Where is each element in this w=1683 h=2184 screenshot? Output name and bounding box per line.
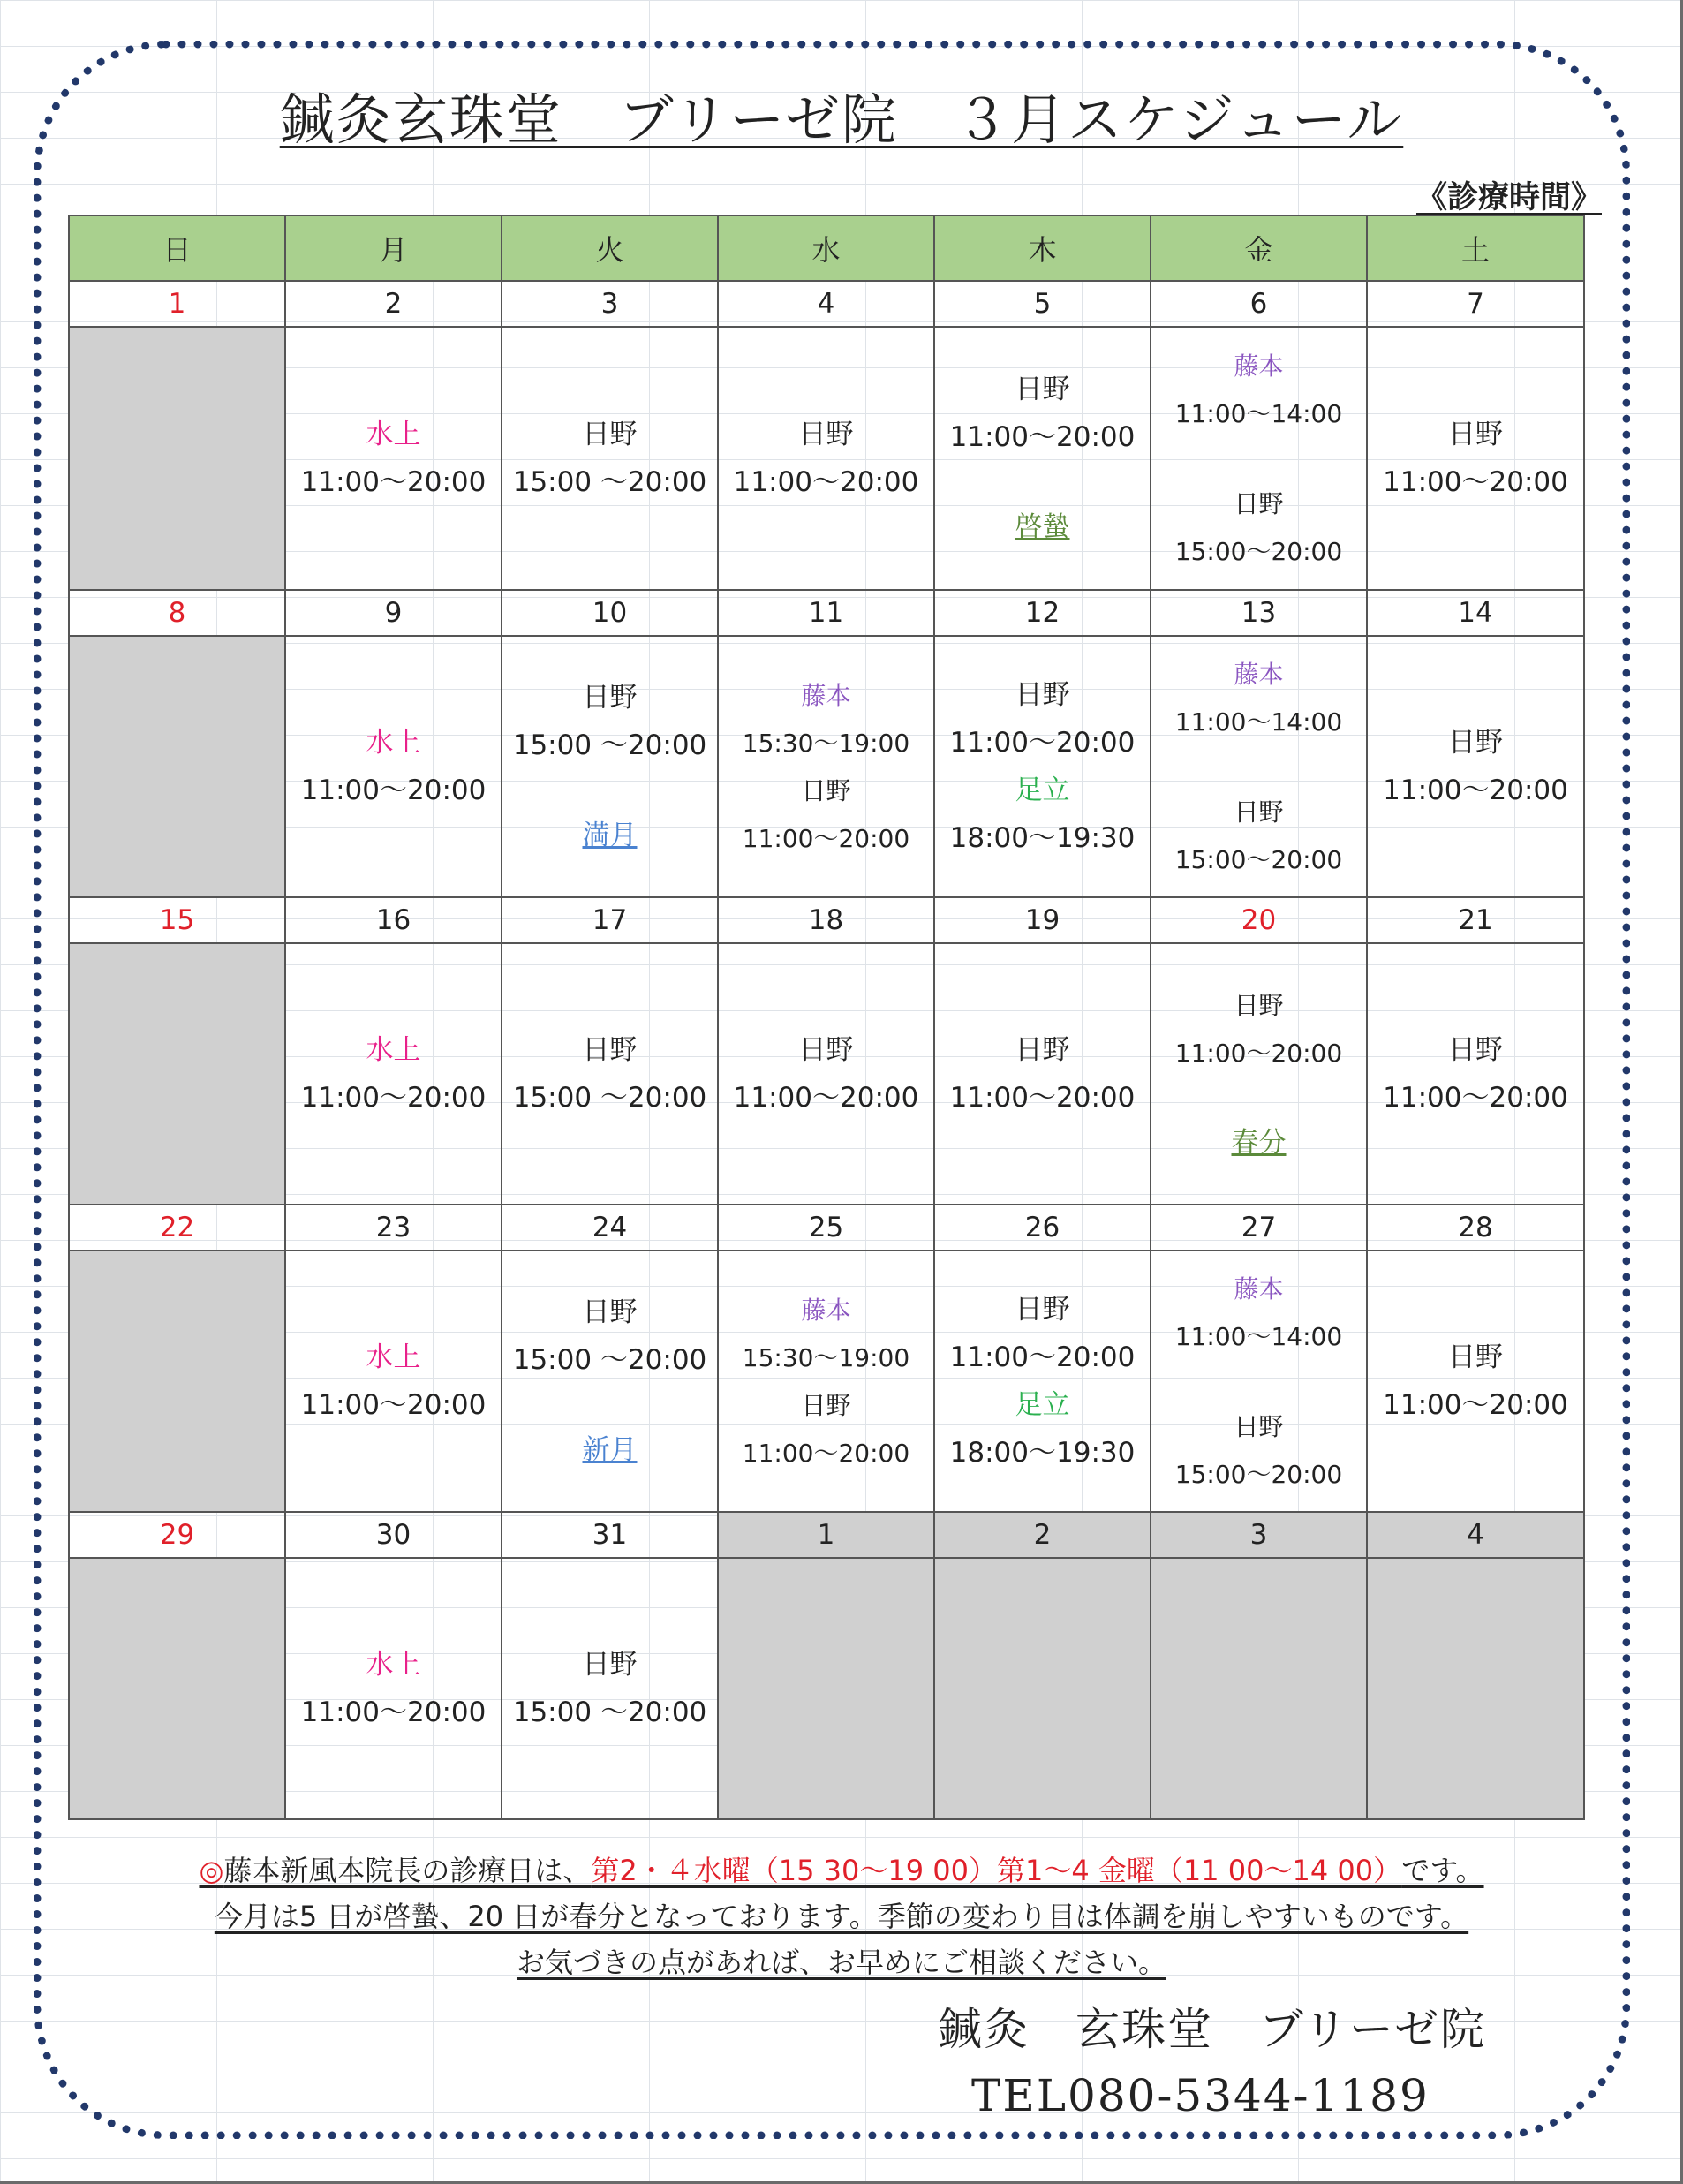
schedule-row	[69, 943, 1584, 1205]
schedule-entry: 15:00 ～20:00	[512, 1697, 707, 1728]
date-cell: 22	[69, 1205, 285, 1251]
schedule-entry: 11:00～20:00	[733, 466, 919, 498]
date-cell: 24	[502, 1205, 718, 1251]
schedule-cell	[718, 327, 934, 590]
schedule-cell	[285, 1251, 502, 1512]
schedule-entry: 藤本	[801, 681, 851, 710]
schedule-entry: 11:00～20:00	[949, 1341, 1136, 1373]
schedule-entry: 日野	[801, 1391, 851, 1420]
date-cell: 12	[934, 590, 1151, 636]
date-cell: 25	[718, 1205, 934, 1251]
spacer	[502, 769, 717, 812]
schedule-entry: 日野	[1015, 1034, 1070, 1066]
schedule-entry: 日野	[582, 1296, 638, 1328]
date-cell: 1	[718, 1512, 934, 1558]
schedule-entry: 足立	[1015, 1389, 1070, 1421]
schedule-entry: 15:00 ～20:00	[512, 1344, 707, 1376]
schedule-entry: 水上	[366, 1034, 421, 1066]
schedule-entry: 15:00～20:00	[1174, 1460, 1343, 1489]
schedule-entry: 水上	[366, 419, 421, 450]
date-row	[69, 1205, 1584, 1251]
note-1c: です。	[1401, 1854, 1484, 1887]
note-2-text: 今月は5 日が啓蟄、20 日が春分となっております。季節の変わり目は体調を崩しやすいものです。	[214, 1900, 1469, 1933]
spacer	[1151, 1077, 1366, 1119]
note-line-2	[0, 1893, 1683, 1939]
schedule-cell	[285, 327, 502, 590]
schedule-cell	[1367, 1251, 1584, 1512]
weekday-header: 木	[934, 215, 1151, 281]
schedule-cell	[69, 1251, 285, 1512]
note-1b: 第2・４水曜（15 30～19 00）第1～4 金曜（11 00～14 00）	[591, 1854, 1402, 1887]
weekday-header: 月	[285, 215, 502, 281]
schedule-cell	[1151, 1558, 1367, 1819]
schedule-entry: 15:30～19:00	[742, 1343, 910, 1372]
schedule-cell	[1151, 327, 1367, 590]
weekday-header: 火	[502, 215, 718, 281]
date-cell: 20	[1151, 897, 1367, 943]
schedule-entry: 水上	[366, 1341, 421, 1373]
schedule-entry: 11:00～20:00	[1383, 1389, 1568, 1421]
schedule-cell	[1151, 943, 1367, 1205]
schedule-cell	[934, 327, 1151, 590]
schedule-entry: 11:00～20:00	[1383, 466, 1568, 498]
schedule-entry: 11:00～20:00	[1174, 1039, 1343, 1068]
schedule-entry: 11:00～20:00	[300, 1389, 487, 1421]
schedule-cell	[1151, 636, 1367, 897]
hours-label: 《診療時間》	[1415, 180, 1602, 215]
notes	[0, 1848, 1683, 1985]
schedule-row	[69, 1558, 1584, 1819]
date-cell: 19	[934, 897, 1151, 943]
spacer	[1151, 1360, 1366, 1402]
date-cell: 11	[718, 590, 934, 636]
schedule-entry: 日野	[798, 1034, 854, 1066]
weekday-header: 金	[1151, 215, 1367, 281]
schedule-entry: 11:00～20:00	[733, 1082, 919, 1114]
date-cell: 3	[502, 281, 718, 327]
schedule-cell	[934, 1251, 1151, 1512]
schedule-cell	[1151, 1251, 1367, 1512]
date-cell: 14	[1367, 590, 1584, 636]
spacer	[1151, 437, 1366, 480]
weekday-header: 水	[718, 215, 934, 281]
clinic-signature: 鍼灸 玄珠堂 ブリーゼ院	[938, 2004, 1486, 2055]
schedule-entry: 18:00～19:30	[949, 1437, 1136, 1469]
date-cell: 17	[502, 897, 718, 943]
schedule-cell	[69, 327, 285, 590]
schedule-entry: 日野	[1015, 374, 1070, 405]
date-cell: 16	[285, 897, 502, 943]
schedule-cell	[1367, 327, 1584, 590]
schedule-cell	[1367, 943, 1584, 1205]
weekday-header-row	[69, 215, 1584, 281]
schedule-entry: 18:00～19:30	[949, 822, 1136, 854]
schedule-cell	[502, 943, 718, 1205]
date-cell: 7	[1367, 281, 1584, 327]
date-cell: 30	[285, 1512, 502, 1558]
spacer	[1151, 745, 1366, 788]
schedule-cell	[69, 636, 285, 897]
schedule-entry: 日野	[1234, 797, 1284, 827]
schedule-entry: 日野	[801, 776, 851, 805]
schedule-entry: 11:00～20:00	[1383, 775, 1568, 806]
date-cell: 2	[285, 281, 502, 327]
schedule-entry: 日野	[1448, 419, 1503, 450]
schedule-entry: 新月	[582, 1434, 638, 1466]
date-cell: 23	[285, 1205, 502, 1251]
schedule-entry: 11:00～20:00	[949, 727, 1136, 759]
schedule-entry: 藤本	[1234, 1274, 1284, 1304]
schedule-entry: 11:00～20:00	[300, 1082, 487, 1114]
schedule-cell	[934, 636, 1151, 897]
page-title	[0, 76, 1683, 155]
date-cell: 4	[1367, 1512, 1584, 1558]
schedule-entry: 15:00 ～20:00	[512, 729, 707, 761]
schedule-cell	[285, 943, 502, 1205]
schedule-cell	[285, 1558, 502, 1819]
schedule-entry: 藤本	[801, 1296, 851, 1325]
schedule-entry: 藤本	[1234, 660, 1284, 689]
title-text: 鍼灸玄珠堂 ブリーゼ院 ３月スケジュール	[279, 87, 1404, 152]
schedule-cell	[934, 943, 1151, 1205]
note-bullet: ◎	[199, 1854, 224, 1887]
schedule-cell	[934, 1558, 1151, 1819]
schedule-entry: 15:00 ～20:00	[512, 1082, 707, 1114]
schedule-cell	[718, 1558, 934, 1819]
schedule-entry: 日野	[582, 419, 638, 450]
schedule-entry: 足立	[1015, 775, 1070, 806]
schedule-cell	[69, 943, 285, 1205]
weekday-header: 土	[1367, 215, 1584, 281]
date-cell: 21	[1367, 897, 1584, 943]
schedule-entry: 11:00～20:00	[300, 466, 487, 498]
date-cell: 29	[69, 1512, 285, 1558]
schedule-entry: 藤本	[1234, 351, 1284, 381]
spacer	[502, 1384, 717, 1426]
schedule-cell	[502, 327, 718, 590]
schedule-cell	[502, 1251, 718, 1512]
date-cell: 3	[1151, 1512, 1367, 1558]
spacer	[935, 461, 1150, 503]
date-row	[69, 590, 1584, 636]
schedule-entry: 日野	[1234, 489, 1284, 518]
schedule-cell	[502, 1558, 718, 1819]
schedule-cell	[285, 636, 502, 897]
date-cell: 27	[1151, 1205, 1367, 1251]
note-line-1	[0, 1848, 1683, 1893]
schedule-entry: 水上	[366, 1649, 421, 1681]
schedule-entry: 水上	[366, 727, 421, 759]
schedule-calendar	[68, 215, 1585, 1820]
schedule-entry: 11:00～20:00	[742, 1439, 910, 1468]
note-line-3	[0, 1939, 1683, 1985]
date-row	[69, 281, 1584, 327]
schedule-entry: 11:00～20:00	[300, 775, 487, 806]
date-cell: 26	[934, 1205, 1151, 1251]
schedule-entry: 11:00～14:00	[1174, 707, 1343, 737]
schedule-entry: 日野	[1448, 1034, 1503, 1066]
date-cell: 10	[502, 590, 718, 636]
schedule-entry: 11:00～14:00	[1174, 1322, 1343, 1351]
date-cell: 1	[69, 281, 285, 327]
schedule-entry: 日野	[1234, 991, 1284, 1020]
schedule-row	[69, 1251, 1584, 1512]
date-cell: 5	[934, 281, 1151, 327]
date-row	[69, 897, 1584, 943]
schedule-cell	[718, 636, 934, 897]
date-cell: 4	[718, 281, 934, 327]
date-cell: 28	[1367, 1205, 1584, 1251]
date-cell: 31	[502, 1512, 718, 1558]
schedule-entry: 15:00 ～20:00	[512, 466, 707, 498]
date-cell: 2	[934, 1512, 1151, 1558]
schedule-entry: 日野	[1015, 679, 1070, 711]
schedule-cell	[502, 636, 718, 897]
date-cell: 6	[1151, 281, 1367, 327]
date-cell: 15	[69, 897, 285, 943]
schedule-entry: 日野	[1448, 1341, 1503, 1373]
schedule-cell	[1367, 1558, 1584, 1819]
schedule-row	[69, 327, 1584, 590]
schedule-entry: 日野	[1015, 1294, 1070, 1326]
schedule-entry: 11:00～20:00	[949, 1082, 1136, 1114]
schedule-entry: 日野	[1234, 1412, 1284, 1441]
date-cell: 13	[1151, 590, 1367, 636]
clinic-tel: TEL080-5344-1189	[971, 2070, 1430, 2121]
schedule-cell	[1367, 636, 1584, 897]
schedule-cell	[69, 1558, 285, 1819]
schedule-entry: 11:00～20:00	[742, 824, 910, 853]
schedule-entry: 春分	[1231, 1127, 1287, 1159]
schedule-entry: 15:30～19:00	[742, 729, 910, 758]
schedule-entry: 日野	[798, 419, 854, 450]
note-1a: 藤本新風本院長の診療日は、	[223, 1854, 592, 1887]
date-cell: 18	[718, 897, 934, 943]
schedule-entry: 15:00～20:00	[1174, 537, 1343, 566]
note-3-text: お気づきの点があれば、お早めにご相談ください。	[516, 1946, 1166, 1979]
date-row	[69, 1512, 1584, 1558]
schedule-entry: 日野	[582, 1649, 638, 1681]
schedule-row	[69, 636, 1584, 897]
schedule-entry: 日野	[582, 682, 638, 714]
weekday-header: 日	[69, 215, 285, 281]
date-cell: 9	[285, 590, 502, 636]
schedule-entry: 11:00～14:00	[1174, 399, 1343, 428]
date-cell: 8	[69, 590, 285, 636]
schedule-entry: 日野	[582, 1034, 638, 1066]
schedule-entry: 11:00～20:00	[949, 421, 1136, 453]
schedule-entry: 11:00～20:00	[1383, 1082, 1568, 1114]
schedule-entry: 11:00～20:00	[300, 1697, 487, 1728]
schedule-entry: 満月	[582, 820, 638, 851]
schedule-cell	[718, 943, 934, 1205]
schedule-entry: 15:00～20:00	[1174, 845, 1343, 874]
schedule-cell	[718, 1251, 934, 1512]
schedule-entry: 日野	[1448, 727, 1503, 759]
schedule-entry: 啓蟄	[1015, 511, 1070, 543]
